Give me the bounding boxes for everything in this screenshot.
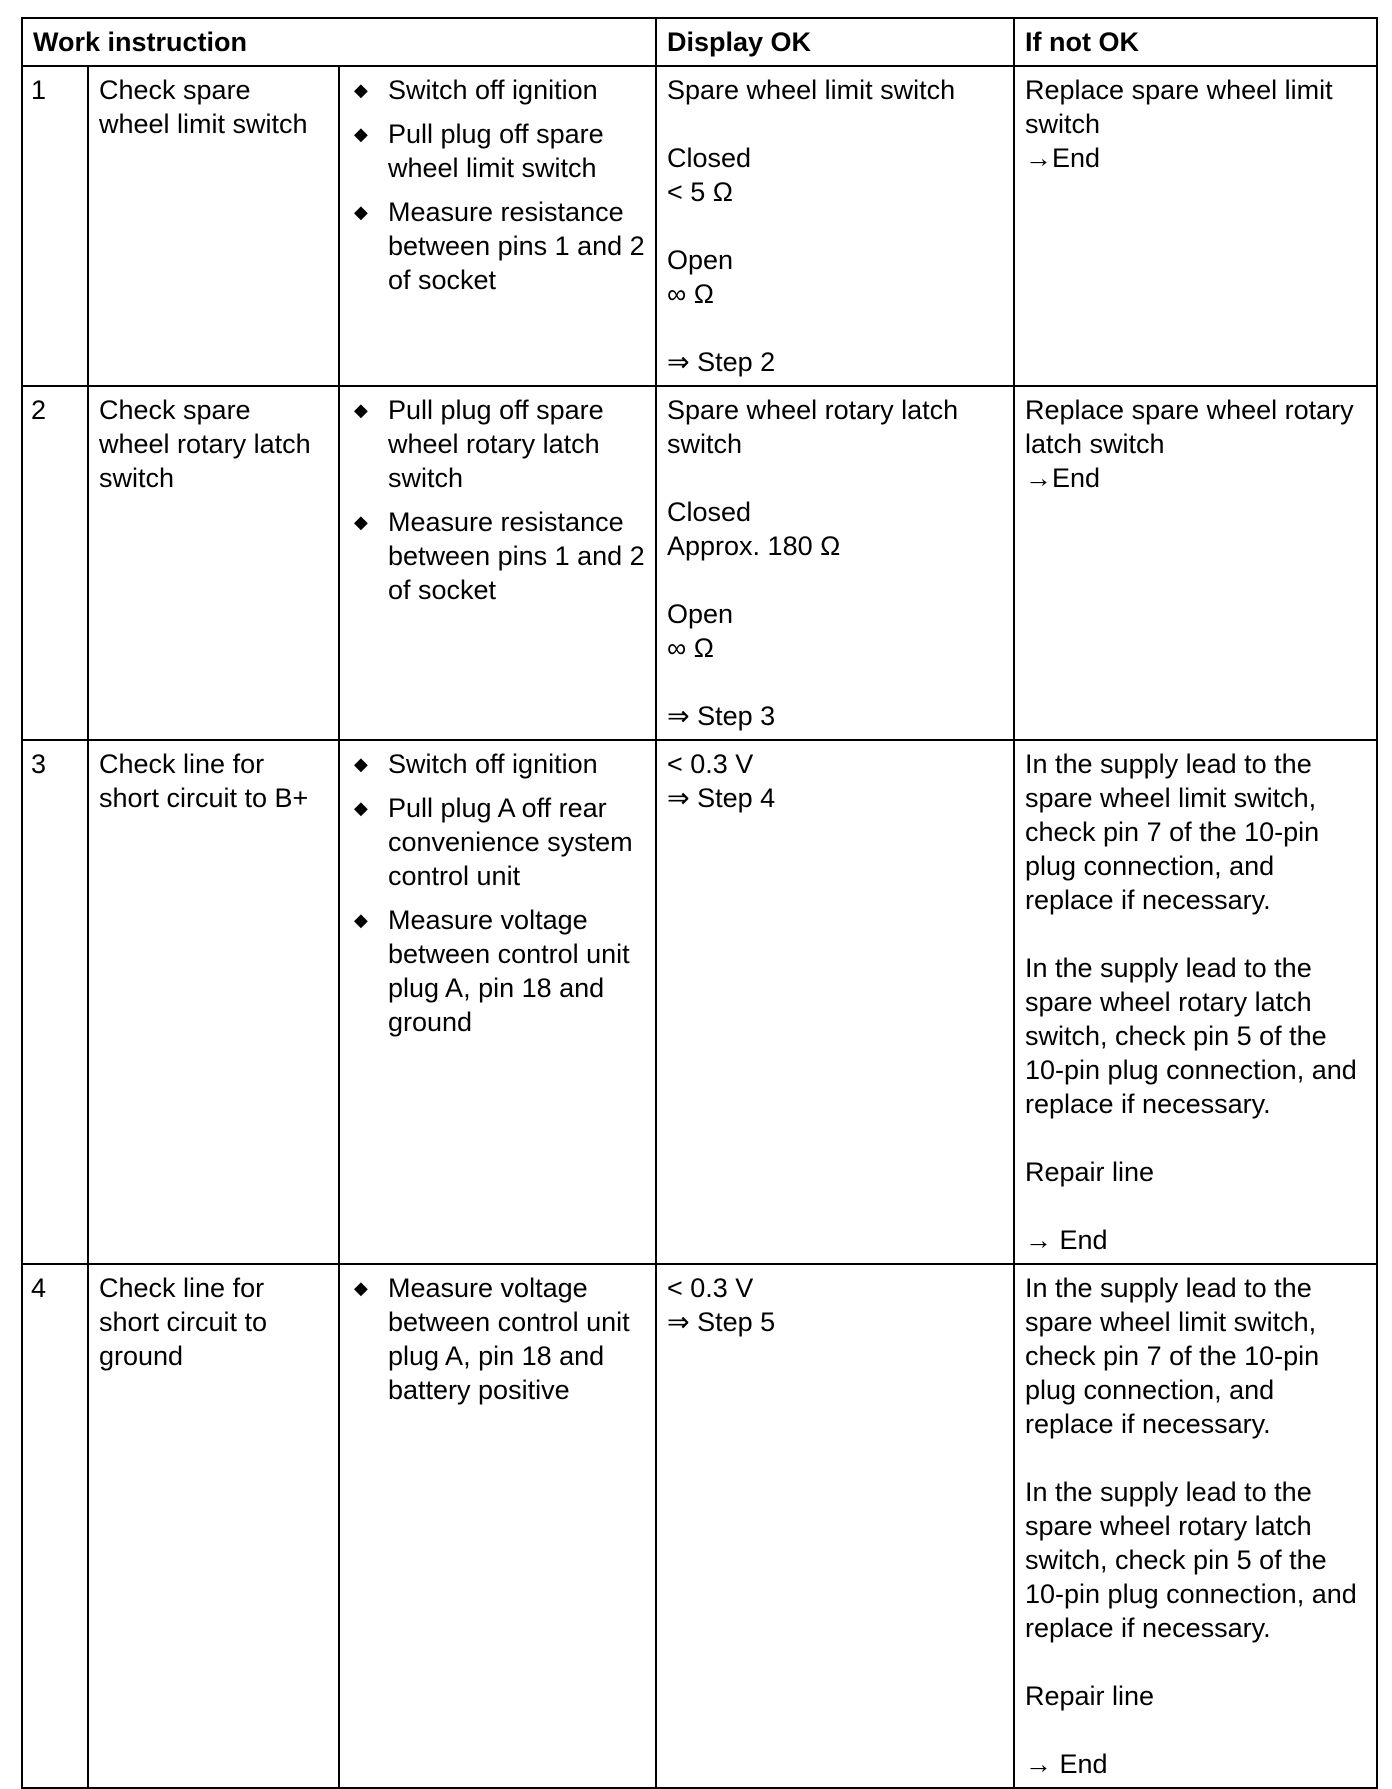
work-instruction-table	[21, 17, 1378, 1789]
instruction-list	[350, 393, 645, 607]
header-display-ok: Display OK	[656, 18, 1014, 66]
display-ok-value: Spare wheel limit switch Closed < 5 Ω Open ∞ Ω ⇒ Step 2	[656, 66, 1014, 386]
table-row	[22, 1264, 1377, 1788]
table-row	[22, 386, 1377, 740]
if-not-ok-action: In the supply lead to the spare wheel limit switch, check pin 7 of the 10-pin plug connection, and replace if necessary. In the supply lead to the spare wheel rotary latch switch, check pin 5 of the 10-pin plug connection, and replace if necessary. Repair line → End	[1014, 740, 1377, 1264]
instruction-item: ◆ Pull plug off spare wheel rotary latch switch	[350, 393, 645, 495]
instruction-item: ◆ Switch off ignition	[350, 747, 645, 781]
instruction-item: ◆ Measure voltage between control unit plug A, pin 18 and battery positive	[350, 1271, 645, 1407]
step-instructions	[339, 740, 656, 1264]
display-ok-value: < 0.3 V ⇒ Step 5	[656, 1264, 1014, 1788]
instruction-item: ◆ Measure voltage between control unit plug A, pin 18 and ground	[350, 903, 645, 1039]
display-ok-value: < 0.3 V ⇒ Step 4	[656, 740, 1014, 1264]
instruction-item: ◆ Pull plug off spare wheel limit switch	[350, 117, 645, 185]
if-not-ok-action: In the supply lead to the spare wheel limit switch, check pin 7 of the 10-pin plug connection, and replace if necessary. In the supply lead to the spare wheel rotary latch switch, check pin 5 of the 10-pin plug connection, and replace if necessary. Repair line → End	[1014, 1264, 1377, 1788]
header-work-instruction: Work instruction	[22, 18, 656, 66]
instruction-item: ◆ Measure resistance between pins 1 and 2 of socket	[350, 195, 645, 297]
step-number: 1	[22, 66, 88, 386]
table-header-row	[22, 18, 1377, 66]
step-number: 4	[22, 1264, 88, 1788]
check-description: Check spare wheel limit switch	[88, 66, 339, 386]
display-ok-value: Spare wheel rotary latch switch Closed Approx. 180 Ω Open ∞ Ω ⇒ Step 3	[656, 386, 1014, 740]
instruction-list	[350, 747, 645, 1039]
instruction-item: ◆ Switch off ignition	[350, 73, 645, 107]
table-row	[22, 66, 1377, 386]
step-instructions	[339, 1264, 656, 1788]
step-number: 2	[22, 386, 88, 740]
table-row	[22, 740, 1377, 1264]
if-not-ok-action: Replace spare wheel rotary latch switch →End	[1014, 386, 1377, 740]
instruction-item: ◆ Pull plug A off rear convenience system control unit	[350, 791, 645, 893]
step-number: 3	[22, 740, 88, 1264]
header-if-not-ok: If not OK	[1014, 18, 1377, 66]
check-description: Check line for short circuit to ground	[88, 1264, 339, 1788]
instruction-list	[350, 1271, 645, 1407]
instruction-item: ◆ Measure resistance between pins 1 and 2 of socket	[350, 505, 645, 607]
instruction-list	[350, 73, 645, 297]
if-not-ok-action: Replace spare wheel limit switch →End	[1014, 66, 1377, 386]
step-instructions	[339, 386, 656, 740]
step-instructions	[339, 66, 656, 386]
check-description: Check line for short circuit to B+	[88, 740, 339, 1264]
check-description: Check spare wheel rotary latch switch	[88, 386, 339, 740]
